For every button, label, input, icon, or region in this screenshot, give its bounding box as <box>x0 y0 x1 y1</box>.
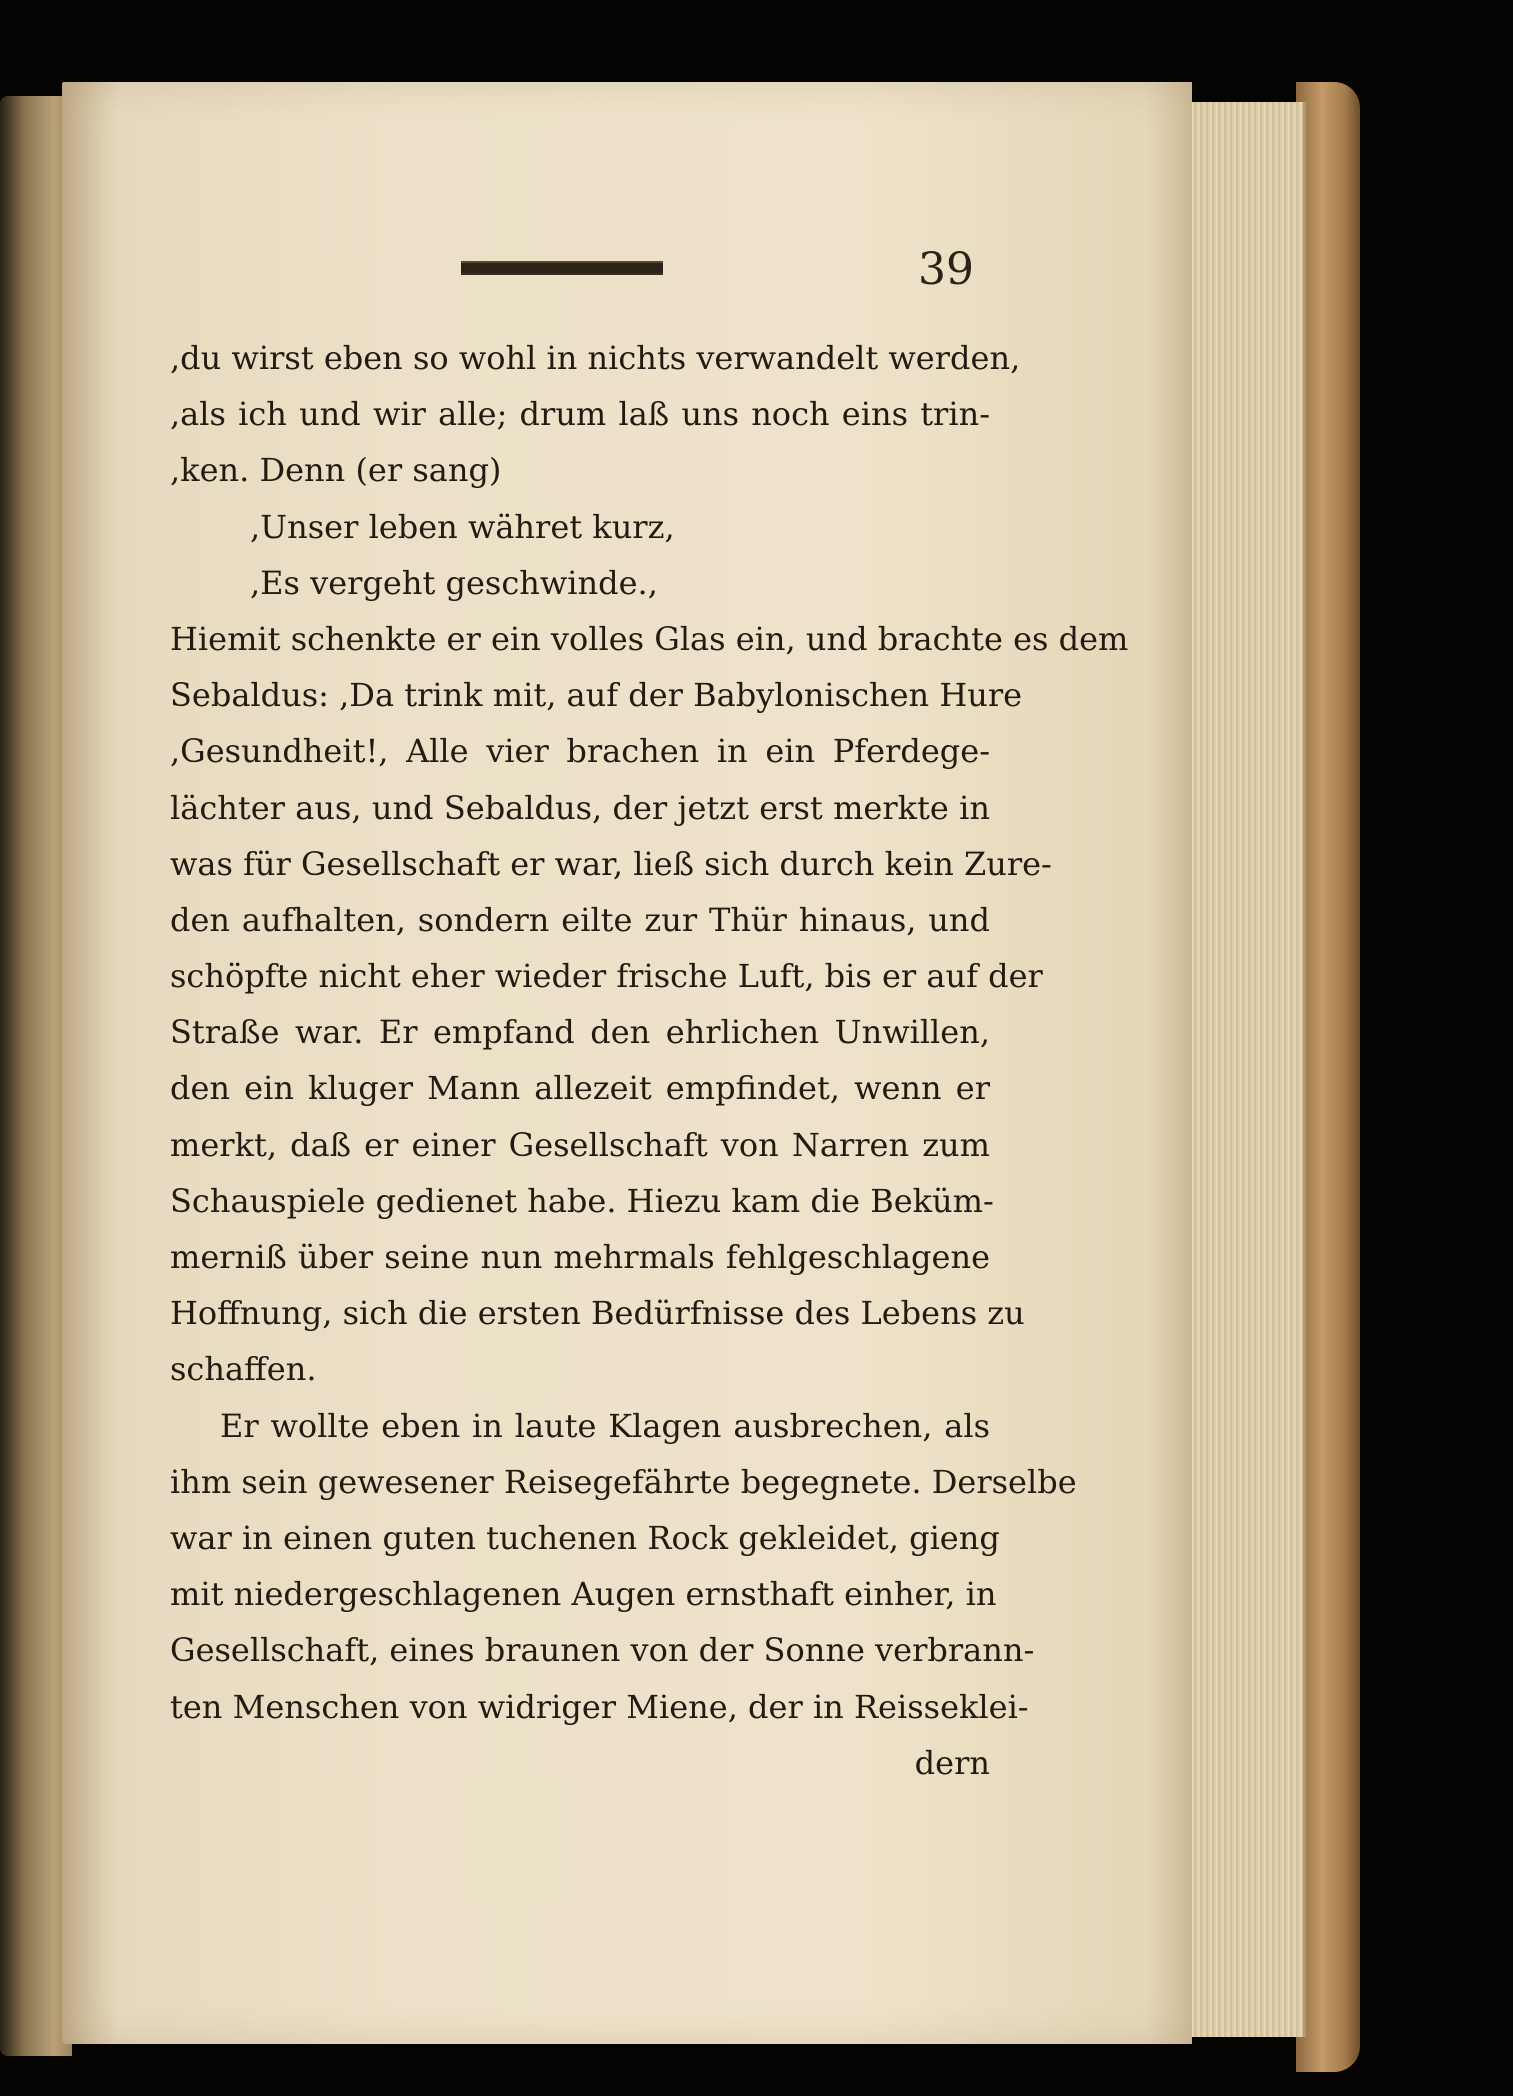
text-line: merkt, daß er einer Gesellschaft von Narren zum <box>170 1125 990 1164</box>
text-line: ,du wirst eben so wohl in nichts verwandelt werden, <box>170 339 1021 377</box>
text-line: was für Gesellschaft er war, ließ sich durch kein Zure- <box>170 844 1052 883</box>
catchword: dern <box>914 1743 990 1782</box>
verse-line: ,Unser leben währet kurz, <box>250 507 675 546</box>
text-line: den ein kluger Mann allezeit empfindet, wenn er <box>170 1069 990 1108</box>
text-line: Gesellschaft, eines braunen von der Sonne verbrann- <box>170 1631 1035 1670</box>
verse-line: ,Es vergeht geschwinde., <box>250 563 658 602</box>
text-line: merniß über seine nun mehrmals fehlgeschlagene <box>170 1238 990 1276</box>
header-ornament-rule <box>461 261 663 275</box>
text-line: schaffen. <box>170 1350 317 1389</box>
page-fore-edge <box>1185 102 1306 2037</box>
text-line: Hiemit schenkte er ein volles Glas ein, und brachte es dem <box>170 619 1129 658</box>
text-line: ,Gesundheit!, Alle vier brachen in ein Pferdege- <box>170 732 990 771</box>
text-line: Straße war. Er empfand den ehrlichen Unwillen, <box>170 1013 990 1052</box>
text-line: den aufhalten, sondern eilte zur Thür hinaus, und <box>170 900 990 939</box>
text-line: war in einen guten tuchenen Rock gekleidet, gieng <box>170 1518 1000 1557</box>
text-line: schöpfte nicht eher wieder frische Luft, bis er auf der <box>170 957 1043 996</box>
text-line: ihm sein gewesener Reisegefährte begegnete. Derselbe <box>170 1462 1077 1501</box>
text-line: ,ken. Denn (er sang) <box>170 451 502 490</box>
text-line: Schauspiele gedienet habe. Hiezu kam die Beküm- <box>170 1181 994 1220</box>
page-text <box>170 330 1129 1791</box>
page-number: 39 <box>918 244 974 295</box>
text-line: Er wollte eben in laute Klagen ausbrechen, als <box>220 1406 990 1445</box>
text-line: ten Menschen von widriger Miene, der in Reisseklei- <box>170 1687 1029 1726</box>
text-line: Sebaldus: ,Da trink mit, auf der Babylonischen Hure <box>170 676 1023 715</box>
text-line: mit niedergeschlagenen Augen ernsthaft einher, in <box>170 1575 997 1614</box>
text-line: Hoffnung, sich die ersten Bedürfnisse des Lebens zu <box>170 1294 1025 1333</box>
text-line: ,als ich und wir alle; drum laß uns noch eins trin- <box>170 395 990 434</box>
text-line: lächter aus, und Sebaldus, der jetzt erst merkte in <box>170 788 990 827</box>
